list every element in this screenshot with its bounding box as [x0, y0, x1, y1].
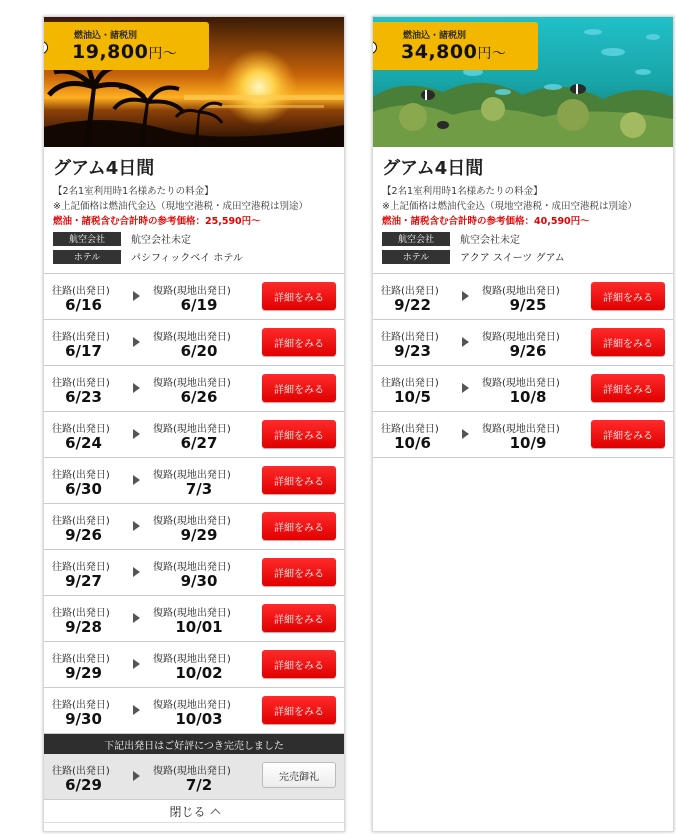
- outbound-date: 9/28: [65, 618, 102, 636]
- hotel-row: [53, 248, 335, 265]
- reference-price: 燃油・諸税含む合計時の参考価格：25,590円〜: [53, 216, 261, 227]
- flight-list: [373, 273, 673, 458]
- return-date: 6/27: [180, 434, 218, 452]
- tour-card: [372, 16, 674, 832]
- hero-image-reef: [373, 17, 673, 147]
- price-condition-note: 【2名1室利用時1名様あたりの料金】: [53, 186, 214, 197]
- flight-row: [44, 412, 344, 458]
- hotel-value: アクア スイーツ グアム: [460, 253, 565, 264]
- reference-price: 燃油・諸税含む合計時の参考価格：40,590円〜: [382, 216, 590, 227]
- airline-label: 航空会社: [382, 232, 450, 246]
- flight-row: [44, 596, 344, 642]
- flight-row: [373, 274, 673, 320]
- tour-title: グアム4日間: [382, 158, 484, 179]
- return-label: 復路(現地出発日): [153, 700, 231, 711]
- outbound-label: 往路(出発日): [52, 470, 110, 481]
- flight-list: [44, 273, 344, 734]
- return-label: 復路(現地出発日): [153, 608, 231, 619]
- hotel-value: パシフィックベイ ホテル: [131, 253, 243, 264]
- outbound-date: 9/23: [394, 342, 431, 360]
- detail-button[interactable]: 詳細をみる: [262, 374, 336, 402]
- flight-row: [373, 320, 673, 366]
- fuel-note: ※上記価格は燃油代金込（現地空港税・成田空港税は別途）: [53, 201, 308, 212]
- outbound-label: 往路(出発日): [381, 424, 439, 435]
- outbound-label: 往路(出発日): [52, 562, 110, 573]
- price-unit: 円〜: [477, 46, 507, 62]
- return-label: 復路(現地出発日): [153, 562, 231, 573]
- return-date: 7/3: [185, 480, 213, 498]
- arrow-right-icon: [133, 613, 140, 623]
- airline-row: [382, 230, 664, 247]
- outbound-label: 往路(出発日): [52, 700, 110, 711]
- flight-row: [44, 458, 344, 504]
- tour-card: [43, 16, 345, 832]
- airline-value: 航空会社未定: [460, 235, 520, 246]
- close-label: 閉じる: [169, 804, 206, 819]
- flight-row: [44, 320, 344, 366]
- return-date: 6/20: [180, 342, 218, 360]
- detail-button[interactable]: 詳細をみる: [262, 466, 336, 494]
- price-unit: 円〜: [148, 46, 178, 62]
- return-label: 復路(現地出発日): [482, 378, 560, 389]
- flight-row: [44, 688, 344, 734]
- arrow-right-icon: [133, 475, 140, 485]
- close-button[interactable]: [44, 800, 344, 823]
- arrow-right-icon: [462, 383, 469, 393]
- outbound-date: 9/26: [65, 526, 102, 544]
- return-date: 9/25: [509, 296, 547, 314]
- outbound-label: 往路(出発日): [381, 332, 439, 343]
- outbound-label: 往路(出発日): [52, 608, 110, 619]
- outbound-label: 往路(出発日): [52, 654, 110, 665]
- flight-row: [44, 550, 344, 596]
- outbound-label: 往路(出発日): [52, 424, 110, 435]
- outbound-date: 9/22: [394, 296, 431, 314]
- soldout-flight-row: [44, 754, 344, 800]
- flight-row: [44, 642, 344, 688]
- price-note: 燃油込・諸税別: [403, 31, 467, 41]
- airline-label: 航空会社: [53, 232, 121, 246]
- return-label: 復路(現地出発日): [482, 424, 560, 435]
- return-label: 復路(現地出発日): [153, 470, 231, 481]
- soldout-button: 完売御礼: [262, 762, 336, 788]
- arrow-right-icon: [462, 291, 469, 301]
- arrow-right-icon: [133, 429, 140, 439]
- return-label: 復路(現地出発日): [153, 424, 231, 435]
- airline-value: 航空会社未定: [131, 235, 191, 246]
- return-date: 6/26: [180, 388, 218, 406]
- detail-button[interactable]: 詳細をみる: [262, 696, 336, 724]
- detail-button[interactable]: 詳細をみる: [262, 558, 336, 586]
- outbound-date: 9/29: [65, 664, 102, 682]
- price-note: 燃油込・諸税別: [74, 31, 138, 41]
- outbound-label: 往路(出発日): [52, 516, 110, 527]
- flight-row: [373, 412, 673, 458]
- detail-button[interactable]: 詳細をみる: [591, 374, 665, 402]
- outbound-date: 10/6: [394, 434, 431, 452]
- soldout-list: [44, 754, 344, 800]
- hotel-label: ホテル: [53, 250, 121, 264]
- hotel-label: ホテル: [382, 250, 450, 264]
- arrow-right-icon: [133, 291, 140, 301]
- return-label: 復路(現地出発日): [153, 378, 231, 389]
- detail-button[interactable]: 詳細をみる: [591, 282, 665, 310]
- arrow-right-icon: [133, 705, 140, 715]
- arrow-right-icon: [133, 567, 140, 577]
- outbound-date: 6/16: [65, 296, 102, 314]
- flight-row: [44, 366, 344, 412]
- return-date: 9/26: [509, 342, 547, 360]
- outbound-date: 10/5: [394, 388, 431, 406]
- return-date: 10/02: [175, 664, 223, 682]
- return-label: 復路(現地出発日): [153, 286, 231, 297]
- outbound-date: 9/30: [65, 710, 102, 728]
- arrow-right-icon: [133, 659, 140, 669]
- flight-row: [44, 504, 344, 550]
- return-label: 復路(現地出発日): [482, 332, 560, 343]
- hotel-row: [382, 248, 664, 265]
- outbound-label: 往路(出発日): [52, 766, 110, 777]
- price-amount: 34,800: [401, 41, 478, 63]
- flight-row: [373, 366, 673, 412]
- outbound-date: 9/27: [65, 572, 102, 590]
- arrow-right-icon: [133, 771, 140, 781]
- price-condition-note: 【2名1室利用時1名様あたりの料金】: [382, 186, 543, 197]
- outbound-date: 6/24: [65, 434, 102, 452]
- detail-button[interactable]: 詳細をみる: [591, 420, 665, 448]
- detail-button[interactable]: 詳細をみる: [591, 328, 665, 356]
- return-label: 復路(現地出発日): [482, 286, 560, 297]
- outbound-date: 6/30: [65, 480, 102, 498]
- arrow-right-icon: [133, 383, 140, 393]
- return-date: 9/29: [180, 526, 218, 544]
- outbound-label: 往路(出発日): [381, 286, 439, 297]
- price-value: [401, 41, 506, 63]
- soldout-banner: 下記出発日はご好評につき完売しました: [44, 734, 344, 754]
- fuel-note: ※上記価格は燃油代金込（現地空港税・成田空港税は別途）: [382, 201, 637, 212]
- outbound-date: 6/29: [65, 776, 102, 794]
- detail-button[interactable]: 詳細をみる: [262, 282, 336, 310]
- arrow-right-icon: [133, 521, 140, 531]
- detail-button[interactable]: 詳細をみる: [262, 650, 336, 678]
- return-date: 10/01: [175, 618, 223, 636]
- outbound-label: 往路(出発日): [381, 378, 439, 389]
- return-label: 復路(現地出発日): [153, 516, 231, 527]
- detail-button[interactable]: 詳細をみる: [262, 512, 336, 540]
- return-date: 10/9: [509, 434, 547, 452]
- price-tag: [44, 22, 209, 70]
- detail-button[interactable]: 詳細をみる: [262, 420, 336, 448]
- hero-image-sunset: [44, 17, 344, 147]
- outbound-label: 往路(出発日): [52, 332, 110, 343]
- return-date: 6/19: [180, 296, 218, 314]
- price-amount: 19,800: [72, 41, 149, 63]
- arrow-right-icon: [462, 429, 469, 439]
- chevron-up-icon: [210, 808, 220, 818]
- return-label: 復路(現地出発日): [153, 332, 231, 343]
- outbound-date: 6/17: [65, 342, 102, 360]
- flight-row: [44, 274, 344, 320]
- detail-button[interactable]: 詳細をみる: [262, 604, 336, 632]
- return-date: 7/2: [185, 776, 213, 794]
- arrow-right-icon: [133, 337, 140, 347]
- airline-row: [53, 230, 335, 247]
- return-label: 復路(現地出発日): [153, 766, 231, 777]
- price-value: [72, 41, 177, 63]
- outbound-date: 6/23: [65, 388, 102, 406]
- arrow-right-icon: [462, 337, 469, 347]
- return-label: 復路(現地出発日): [153, 654, 231, 665]
- detail-button[interactable]: 詳細をみる: [262, 328, 336, 356]
- return-date: 10/03: [175, 710, 223, 728]
- tour-title: グアム4日間: [53, 158, 155, 179]
- outbound-label: 往路(出発日): [52, 286, 110, 297]
- outbound-label: 往路(出発日): [52, 378, 110, 389]
- price-tag: [373, 22, 538, 70]
- return-date: 10/8: [509, 388, 547, 406]
- return-date: 9/30: [180, 572, 218, 590]
